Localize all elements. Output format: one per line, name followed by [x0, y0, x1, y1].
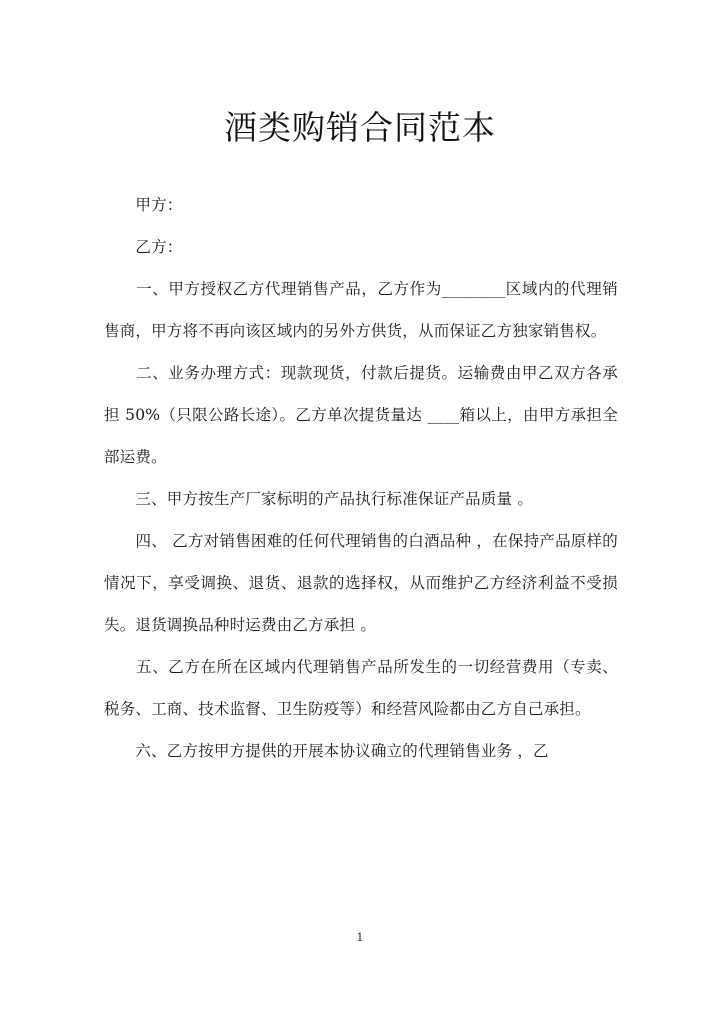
party-a-line: 甲方：: [104, 196, 183, 214]
document-body: [104, 184, 618, 772]
page-title: 酒类购销合同范本: [224, 108, 496, 147]
clause-4: 四、 乙方对销售困难的任何代理销售的白酒品种 ，在保持产品原样的情况下，享受调换、退货、退款的选择权，从而维护乙方经济利益不受损失。退货调换品种时运费由乙方承担 。: [104, 532, 618, 634]
clause-2: 二、业务办理方式：现款现货，付款后提货。运输费由甲乙双方各承担 50%（只限公路长途）。乙方单次提货量达 ____箱以上，由甲方承担全部运费。: [104, 364, 618, 466]
clause-1: 一、甲方授权乙方代理销售产品，乙方作为________区域内的代理销售商，甲方将不再向该区域内的另外方供货，从而保证乙方独家销售权。: [104, 280, 618, 340]
clause-6: 六、乙方按甲方提供的开展本协议确立的代理销售业务 ，乙: [104, 742, 549, 760]
page-number: 1: [356, 931, 364, 944]
clause-5: 五、乙方在所在区域内代理销售产品所发生的一切经营费用（专卖、税务、工商、技术监督、卫生防疫等）和经营风险都由乙方自己承担。: [104, 658, 618, 718]
party-b-line: 乙方：: [104, 238, 183, 256]
clause-3: 三、甲方按生产厂家标明的产品执行标准保证产品质量 。: [104, 490, 534, 508]
